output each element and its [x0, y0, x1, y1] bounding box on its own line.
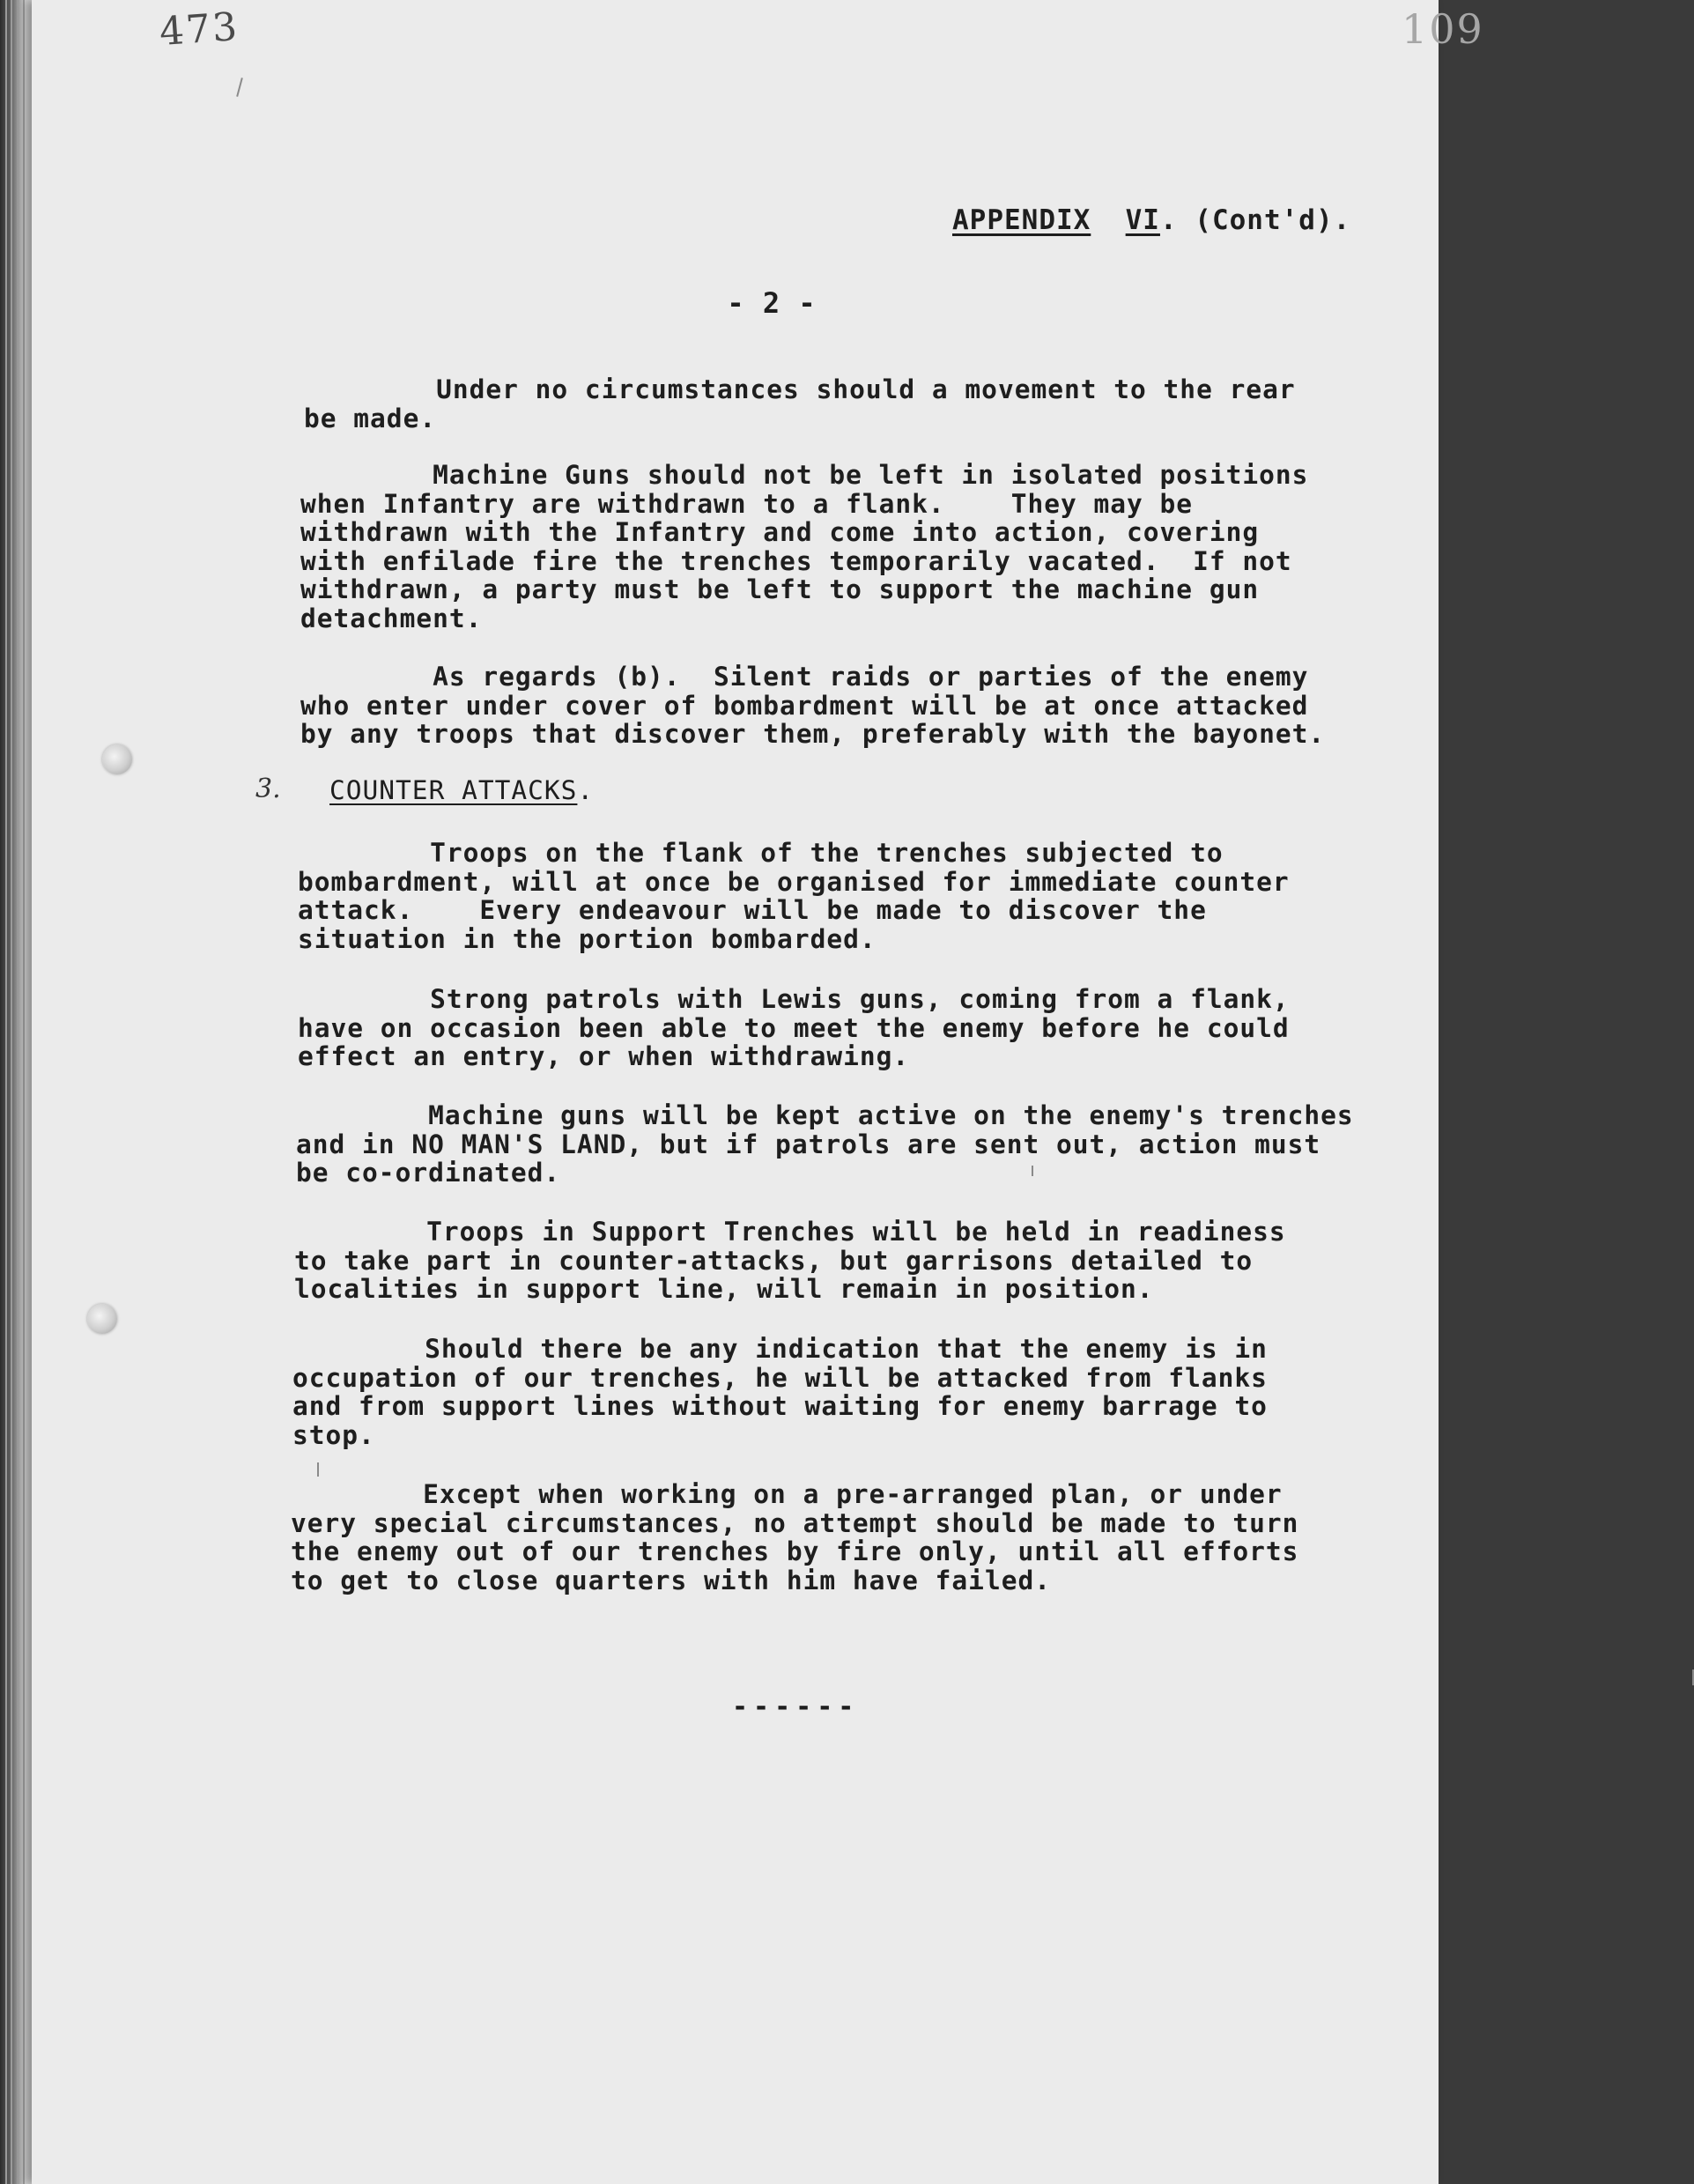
pencil-mark — [236, 78, 243, 97]
appendix-continued: . (Cont'd). — [1159, 204, 1351, 236]
paragraph-rear-movement: Under no circumstances should a movement to the rear be made. — [304, 374, 1296, 433]
paragraph-except-plan: Except when working on a pre-arranged plan, or under very special circumstances, no attempt should be made to turn the enemy out of our trenches by fire only, until all efforts to get to close quarters with him have failed. — [291, 1479, 1299, 1595]
paragraph-silent-raids: As regards (b). Silent raids or parties of the enemy who enter under cover of bombardment will be at once attacked by any troops that discover them, preferably with the bayonet. — [300, 662, 1326, 749]
folio-number-left: 473 — [158, 4, 240, 56]
pencil-mark — [1032, 1166, 1033, 1176]
section-heading-text: COUNTER ATTACKS — [329, 775, 578, 805]
punch-hole — [87, 1304, 117, 1334]
paragraph-support-trenches: Troops in Support Trenches will be held in readiness to take part in counter-attacks, but garrisons detailed to localities in support line, will remain in position. — [294, 1217, 1286, 1304]
appendix-header — [952, 204, 1350, 236]
paragraph-flank-troops: Troops on the flank of the trenches subjected to bombardment, will at once be organised for immediate counter attack. Every endeavour will be made to discover the situation in the portion bombarded. — [298, 838, 1290, 954]
end-rule: ------ — [732, 1692, 860, 1722]
section-heading-suffix: . — [577, 775, 595, 805]
appendix-number: VI — [1125, 204, 1160, 236]
page-edge — [17, 0, 18, 2184]
folio-number-right: 109 — [1402, 5, 1484, 53]
section-number: 3. — [255, 774, 281, 804]
page-edge — [5, 0, 7, 2184]
paragraph-strong-patrols: Strong patrols with Lewis guns, coming from a flank, have on occasion been able to meet the enemy before he could effect an entry, or when withdrawing. — [298, 984, 1290, 1071]
paragraph-machine-guns-active: Machine guns will be kept active on the enemy's trenches and in NO MAN'S LAND, but if patrols are sent out, action must be co-ordinated. — [296, 1100, 1354, 1188]
page-edge — [11, 0, 12, 2184]
punch-hole — [102, 744, 132, 774]
page-number: - 2 - — [727, 286, 817, 320]
pencil-mark — [317, 1462, 319, 1477]
section-heading — [329, 775, 594, 805]
paragraph-machine-guns: Machine Guns should not be left in isolated positions when Infantry are withdrawn to a flank. They may be withdrawn with the Infantry and come into action, covering with enfilade fire the trenches temporarily vacated. If not withdrawn, a party must be left to support the machine gun detachment. — [300, 460, 1309, 633]
paragraph-enemy-occupation: Should there be any indication that the enemy is in occupation of our trenches, he will be attacked from flanks and from support lines without waiting for enemy barrage to stop. — [292, 1334, 1268, 1450]
appendix-word: APPENDIX — [952, 204, 1091, 236]
document-page — [32, 0, 1484, 2184]
page-edge — [23, 0, 25, 2184]
